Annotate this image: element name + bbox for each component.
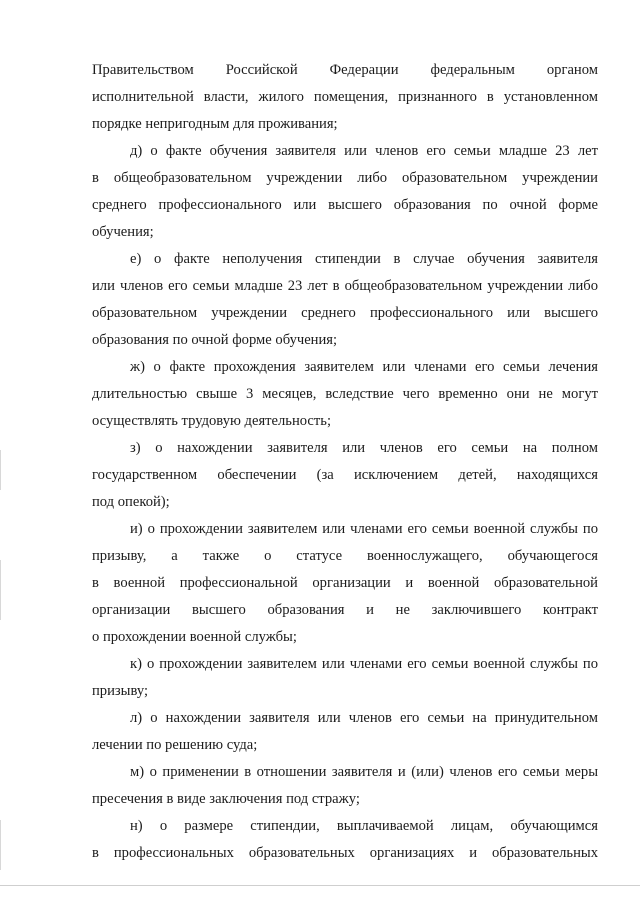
text-line: в военной профессиональной организации и военной образовательной [92, 575, 598, 591]
text-line: исполнительной власти, жилого помещения, признанного в установленном [92, 89, 598, 105]
text-line: государственном обеспечении (за исключением детей, находящихся [92, 467, 598, 483]
text-line: лечении по решению суда; [92, 737, 258, 753]
text-line: порядке непригодным для проживания; [92, 116, 338, 132]
text-line: образовательном учреждении среднего профессионального или высшего [92, 305, 598, 321]
scan-edge-mark [0, 450, 1, 490]
paragraph-zh-line: ж) о факте прохождения заявителем или членами его семьи лечения [130, 359, 598, 375]
paragraph-e-line: е) о факте неполучения стипендии в случае обучения заявителя [130, 251, 598, 267]
scan-edge-mark [0, 820, 1, 870]
text-line: Правительством Российской Федерации федеральным органом [92, 62, 598, 78]
text-line: пресечения в виде заключения под стражу; [92, 791, 360, 807]
text-line: длительностью свыше 3 месяцев, вследствие чего временно они не могут [92, 386, 598, 402]
document-body [92, 57, 598, 867]
paragraph-z-line: з) о нахождении заявителя или членов его семьи на полном [130, 440, 598, 456]
text-line: о прохождении военной службы; [92, 629, 297, 645]
paragraph-i-line: и) о прохождении заявителем или членами его семьи военной службы по [130, 521, 598, 537]
text-line: призыву, а также о статусе военнослужащего, обучающегося [92, 548, 598, 564]
text-line: в общеобразовательном учреждении либо образовательном учреждении [92, 170, 598, 186]
scan-edge-mark [0, 560, 1, 620]
paragraph-d-line: д) о факте обучения заявителя или членов его семьи младше 23 лет [130, 143, 598, 159]
text-line: призыву; [92, 683, 149, 699]
text-line: или членов его семьи младше 23 лет в общеобразовательном учреждении либо [92, 278, 598, 294]
text-line: осуществлять трудовую деятельность; [92, 413, 331, 429]
paragraph-k-line: к) о прохождении заявителем или членами его семьи военной службы по [130, 656, 598, 672]
text-line: организации высшего образования и не заключившего контракт [92, 602, 598, 618]
text-line: обучения; [92, 224, 154, 240]
paragraph-l-line: л) о нахождении заявителя или членов его семьи на принудительном [130, 710, 598, 726]
text-line: в профессиональных образовательных организациях и образовательных [92, 845, 598, 861]
text-line: образования по очной форме обучения; [92, 332, 338, 348]
text-line: среднего профессионального или высшего образования по очной форме [92, 197, 598, 213]
paragraph-n-line: н) о размере стипендии, выплачиваемой лицам, обучающимся [130, 818, 598, 834]
page-bottom-edge [0, 885, 640, 886]
text-line: под опекой); [92, 494, 170, 510]
paragraph-m-line: м) о применении в отношении заявителя и (или) членов его семьи меры [130, 764, 598, 780]
